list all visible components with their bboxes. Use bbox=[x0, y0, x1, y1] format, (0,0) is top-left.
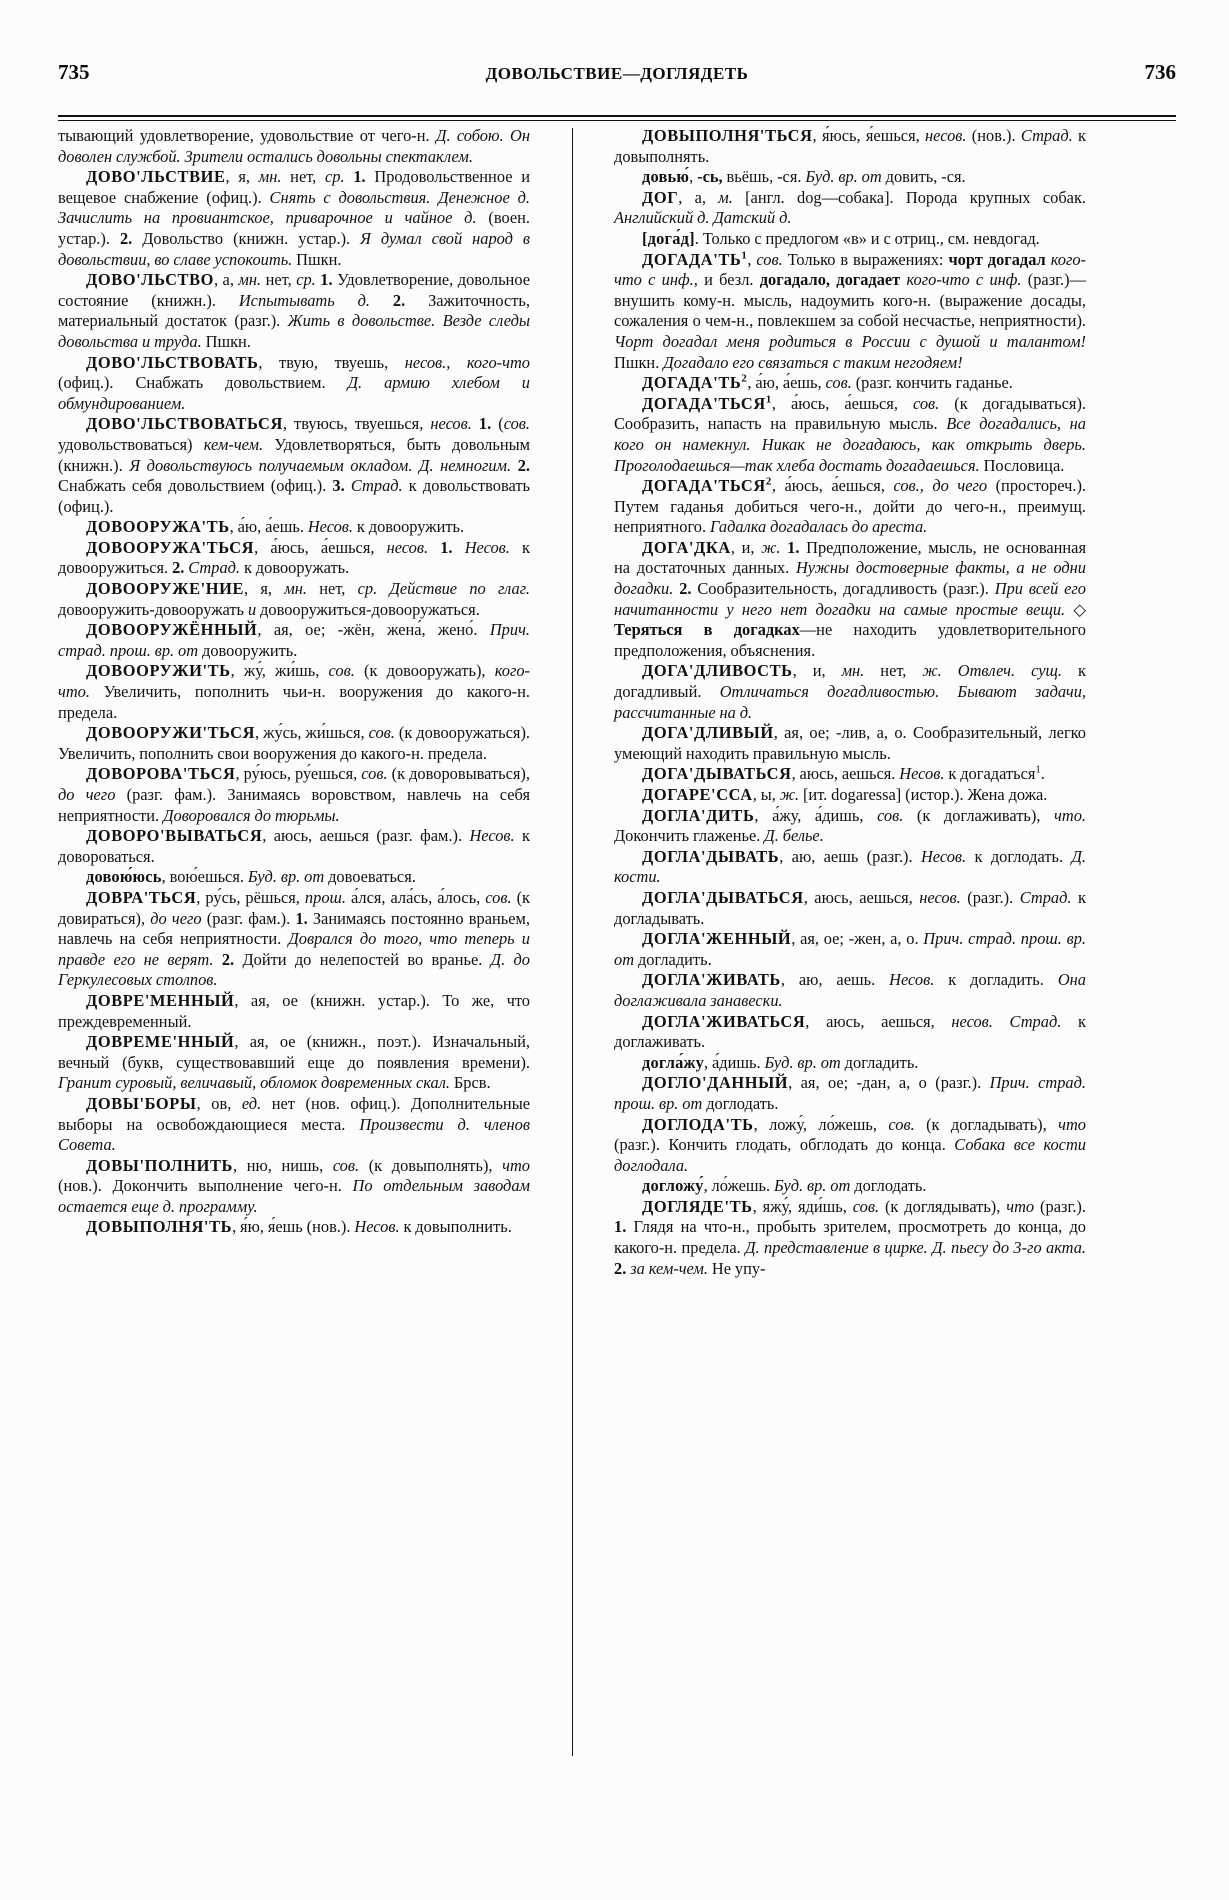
dictionary-entry bbox=[614, 1073, 1086, 1114]
dictionary-entry bbox=[58, 867, 530, 888]
entry-headword: ДОГАДА'ТЬСЯ$^1$ bbox=[642, 393, 772, 413]
entry-definition: , аюсь, аешься. Несов. к догадаться$^1$. bbox=[791, 763, 1045, 784]
entry-definition: , жу́сь, жи́шься, сов. (к довооружаться). Увеличить, пополнить свои вооружения до какого-н. предела. bbox=[58, 723, 530, 763]
entry-headword: ДОВООРУЖЁННЫЙ bbox=[86, 620, 258, 640]
entry-definition: , ложу́, ло́жешь, сов. (к догладывать), что (разг.). Кончить глодать, обглодать до конца. Собака все кости доглодала. bbox=[614, 1114, 1086, 1175]
dictionary-entry bbox=[58, 517, 530, 538]
entry-headword: ДОГА'ДЫВАТЬСЯ bbox=[642, 764, 792, 784]
right-column bbox=[614, 126, 1086, 1826]
entry-definition: , и, ж. 1. Предположение, мысль, не основанная на достаточных данных. Нужны достоверные факты, а не одни догадки. 2. Сообразительность, догадливость (разг.). При всей его начитанности у него нет догадки на самые простые вещи. ◇ Теряться в догадках—не находить удовлетворительного предположения, объяснения. bbox=[614, 537, 1086, 660]
entry-definition: , жу́, жи́шь, сов. (к довооружать), кого-что. Увеличить, пополнить чьи-н. вооружения до какого-н. предела. bbox=[58, 661, 530, 722]
dictionary-entry bbox=[58, 167, 530, 270]
dictionary-entry bbox=[614, 394, 1086, 476]
entry-definition: , -сь, вьёшь, -ся. Буд. вр. от довить, -ся. bbox=[689, 167, 966, 187]
dictionary-entry bbox=[614, 723, 1086, 764]
entry-headword: ДОВРЕ'МЕННЫЙ bbox=[86, 990, 235, 1010]
entry-headword: ДОГА'ДЛИВОСТЬ bbox=[642, 661, 793, 681]
entry-definition: , а, мн. нет, ср. 1. Удовлетворение, довольное состояние (книжн.). Испытывать д. 2. Зажиточность, материальный достаток (разг.). Жить в довольстве. Везде следы довольства и труда. Пшкн. bbox=[58, 270, 530, 351]
entry-headword: ДОВОРО'ВЫВАТЬСЯ bbox=[86, 826, 263, 846]
entry-definition: , ая, ое; -дан, а, о (разг.). Прич. страд. прош. вр. от доглодать. bbox=[614, 1073, 1086, 1113]
header-rule bbox=[58, 115, 1176, 121]
entry-definition: , а́юсь, а́ешься, несов. 1. Несов. к довооружиться. 2. Страд. к довооружать. bbox=[58, 537, 530, 578]
entry-headword: ДОВЫПОЛНЯ'ТЬСЯ bbox=[642, 126, 813, 145]
dictionary-entry bbox=[58, 538, 530, 579]
dictionary-entry bbox=[58, 1156, 530, 1218]
entry-definition: , аю, аешь. Несов. к догладить. Она доглаживала занавески. bbox=[614, 970, 1086, 1010]
entry-definition: , я́ю, я́ешь (нов.). Несов. к довыполнить. bbox=[232, 1217, 512, 1237]
entry-headword: ДОВО'ЛЬСТВОВАТЬ bbox=[86, 352, 259, 372]
entry-headword: ДОВООРУЖИ'ТЬ bbox=[86, 661, 231, 681]
dictionary-entry bbox=[58, 723, 530, 764]
dictionary-entry bbox=[58, 991, 530, 1032]
entry-definition: , ая, ое (книжн., поэт.). Изначальный, вечный (букв, существовавший еще до появления времени). Гранит суровый, величавый, обломок довременных скал. Брсв. bbox=[58, 1032, 530, 1093]
entry-definition: , аюсь, аешься, несов. Страд. к доглаживать. bbox=[614, 1011, 1086, 1052]
entry-headword: довою́юсь bbox=[86, 867, 162, 887]
entry-definition: , ы, ж. [ит. dogaressa] (истор.). Жена дожа. bbox=[752, 785, 1048, 804]
entry-headword: ДОГА'ДЛИВЫЙ bbox=[642, 723, 774, 743]
entry-definition: , твую, твуешь, несов., кого-что (офиц.). Снабжать довольствием. Д. армию хлебом и обмундированием. bbox=[58, 352, 530, 413]
dictionary-entry bbox=[614, 929, 1086, 970]
entry-headword: догложу́ bbox=[642, 1176, 704, 1196]
entry-headword: ДОВЫ'БОРЫ bbox=[86, 1093, 197, 1113]
entry-definition: , а́ю, а́ешь. Несов. к довооружить. bbox=[229, 517, 465, 537]
entry-headword: ДОГЛОДА'ТЬ bbox=[642, 1114, 754, 1134]
entry-headword: ДОВООРУЖА'ТЬСЯ bbox=[86, 537, 255, 557]
dictionary-entry bbox=[614, 229, 1086, 250]
entry-definition: , а́жу, а́дишь, сов. (к доглаживать), что. Докончить глаженье. Д. белье. bbox=[614, 805, 1086, 846]
dictionary-entry bbox=[58, 1217, 530, 1238]
entry-definition: , ру́сь, рёшься, прош. а́лся, ала́сь, а́лось, сов. (к довираться), до чего (разг. фам.). 1. Занимаясь постоянно враньем, навлечь на себя неприятности. Доврался до того, что теперь и правде его не верят. 2. Дойти до нелепостей во вранье. Д. до Геркулесовых столпов. bbox=[58, 887, 531, 990]
entry-headword: ДОВРЕМЕ'ННЫЙ bbox=[86, 1032, 235, 1052]
entry-headword: [дога́д] bbox=[642, 228, 695, 248]
dictionary-entry bbox=[58, 888, 530, 991]
folio-right: 736 bbox=[1144, 60, 1176, 84]
entry-definition: , ру́юсь, ру́ешься, сов. (к доворовываться), до чего (разг. фам.). Занимаясь воровством, навлечь на себя неприятности. Доворовался до тюрьмы. bbox=[58, 764, 530, 825]
entry-definition: , я, мн. нет, ср. 1. Продовольственное и вещевое снабжение (офиц.). Снять с довольствия. Денежное д. Зачислить на провиантское, приварочное и чайное д. (воен. устар.). 2. Довольство (книжн. устар.). Я думал свой народ в довольствии, во славе успокоить. Пшкн. bbox=[58, 167, 531, 269]
entry-headword: ДОВЫ'ПОЛНИТЬ bbox=[86, 1155, 233, 1175]
entry-definition: , сов. Только в выражениях: чорт догадал кого-что с инф., и безл. догадало, догадает кого-что с инф. (разг.)—внушить кому-н. мысль, надоумить кого-н. (выражение досады, сожаления о чем-н., повлекшем за собой несчастье, неприятности). Чорт догадал меня родиться в России с душой и талантом! Пшкн. Догадало его связаться с таким негодяем! bbox=[614, 249, 1087, 372]
entry-headword: ДОГЛА'ДИТЬ bbox=[642, 805, 755, 825]
entry-headword: ДОГАРЕ'ССА bbox=[642, 785, 753, 804]
entry-definition: , твуюсь, твуешься, несов. 1. (сов. удовольствоваться) кем-чем. Удовлетворяться, быть довольным (книжн.). Я довольствуюсь получаемым окладом. Д. немногим. 2. Снабжать себя довольствием (офиц.). 3. Страд. к довольствовать (офиц.). bbox=[58, 414, 530, 516]
entry-headword: довью́ bbox=[642, 167, 690, 187]
dictionary-entry bbox=[614, 1012, 1086, 1053]
entry-definition: , аюсь, аешься (разг. фам.). Несов. к довороваться. bbox=[58, 826, 530, 866]
entry-headword: ДОВООРУЖИ'ТЬСЯ bbox=[86, 723, 256, 743]
dictionary-entry bbox=[614, 847, 1086, 888]
dictionary-entry bbox=[614, 806, 1086, 847]
entry-headword: ДОВО'ЛЬСТВО bbox=[86, 270, 214, 290]
entry-definition: , ню, нишь, сов. (к довыполнять), что (нов.). Докончить выполнение чего-н. По отдельным заводам остается еще д. программу. bbox=[58, 1155, 531, 1216]
entry-definition: . Только с предлогом «в» и с отриц., см. невдогад. bbox=[694, 228, 1040, 248]
dictionary-entry bbox=[614, 126, 1086, 167]
dictionary-entry bbox=[58, 661, 530, 723]
folio-left: 735 bbox=[58, 60, 90, 84]
dictionary-entry bbox=[614, 1176, 1086, 1197]
entry-definition: , ая, ое; -жён, жена́, жено́. Прич. страд. прош. вр. от довооружить. bbox=[58, 620, 530, 660]
entry-headword: догла́жу bbox=[642, 1052, 704, 1072]
entry-headword: ДОГА'ДКА bbox=[642, 537, 731, 557]
dictionary-entry bbox=[614, 250, 1086, 374]
dictionary-entry bbox=[614, 373, 1086, 394]
entry-definition: , я́юсь, я́ешься, несов. (нов.). Страд. к довыполнять. bbox=[614, 126, 1086, 166]
dictionary-entry bbox=[58, 579, 530, 620]
dictionary-entry bbox=[614, 661, 1086, 723]
entry-headword: ДОГЛО'ДАННЫЙ bbox=[642, 1073, 789, 1093]
column-container bbox=[58, 126, 1176, 1826]
entry-definition: , ов, ед. нет (нов. офиц.). Дополнительные выборы на освобождающиеся места. Произвести д. членов Совета. bbox=[58, 1093, 530, 1155]
entry-definition: , ая, ое (книжн. устар.). То же, что преждевременный. bbox=[58, 990, 530, 1031]
dictionary-entry bbox=[58, 414, 530, 517]
entry-headword: ДОГЛА'ДЫВАТЬ bbox=[642, 846, 780, 866]
dictionary-entry bbox=[614, 476, 1086, 538]
entry-headword: ДОГЛЯДЕ'ТЬ bbox=[642, 1196, 753, 1216]
entry-definition: , а́ю, а́ешь, сов. (разг. кончить гаданье. bbox=[747, 373, 1013, 393]
entry-definition: , аю, аешь (разг.). Несов. к доглодать. Д. кости. bbox=[614, 846, 1086, 887]
entry-headword: ДОВО'ЛЬСТВОВАТЬСЯ bbox=[86, 414, 283, 434]
dictionary-entry bbox=[614, 785, 1086, 806]
entry-headword: $ДОГАДА'ТЬ^1$ bbox=[642, 249, 748, 269]
column-divider bbox=[572, 128, 573, 1756]
entry-definition: , а́юсь, а́ешься, сов. (к догадываться). Сообразить, напасть на правильную мысль. Все догадались, на кого он намекнул. Никак не догадаюсь, как открыть дверь. Проголодаешься—так хлеба достать догадаешься. Пословица. bbox=[614, 393, 1087, 475]
entry-headword: ДОГ bbox=[642, 187, 679, 207]
entry-definition: , а́юсь, а́ешься, сов., до чего (простореч.). Путем гаданья добиться чего-н., дойти до чего-н., преимущ. неприятного. Гадалка догадалась до ареста. bbox=[614, 476, 1086, 537]
dictionary-entry bbox=[58, 826, 530, 867]
dictionary-entry bbox=[614, 188, 1086, 229]
entry-definition: , я, мн. нет, ср. Действие по глаг. довооружить-довооружать и довооружиться-довооружаться. bbox=[58, 579, 530, 619]
entry-definition: , яжу́, яди́шь, сов. (к доглядывать), что (разг.). 1. Глядя на что-н., пробыть зрителем, просмотреть до конца, до какого-н. предела. Д. представление в цирке. Д. пьесу до 3-го акта. 2. за кем-чем. Не упу- bbox=[614, 1196, 1086, 1278]
dictionary-entry bbox=[614, 764, 1086, 785]
entry-definition: , ло́жешь. Буд. вр. от доглодать. bbox=[703, 1176, 927, 1196]
entry-headword: $ДОГАДА'ТЬ^2$ bbox=[642, 372, 748, 393]
entry-headword: ДОГЛА'ДЫВАТЬСЯ bbox=[642, 887, 804, 907]
entry-headword: ДОВЫПОЛНЯ'ТЬ bbox=[86, 1217, 233, 1237]
dictionary-entry bbox=[58, 353, 530, 415]
dictionary-entry bbox=[614, 888, 1086, 929]
dictionary-entry bbox=[614, 1197, 1086, 1279]
entry-headword: ДОГЛА'ЖИВАТЬСЯ bbox=[642, 1011, 806, 1031]
entry-definition: , вою́ешься. Буд. вр. от довоеваться. bbox=[161, 867, 416, 887]
entry-definition: , и, мн. нет, ж. Отвлеч. сущ. к догадливый. Отличаться догадливостью. Бывают задачи, рассчитанные на д. bbox=[614, 661, 1086, 722]
entry-headword: ДОВРА'ТЬСЯ bbox=[86, 887, 197, 907]
dictionary-entry bbox=[58, 764, 530, 826]
dictionary-entry bbox=[614, 1115, 1086, 1177]
running-head-title: ДОВОЛЬСТВИЕ—ДОГЛЯДЕТЬ bbox=[485, 64, 749, 83]
dictionary-entry bbox=[58, 620, 530, 661]
dictionary-entry bbox=[614, 970, 1086, 1011]
entry-headword: ДОВООРУЖЕ'НИЕ bbox=[86, 579, 245, 599]
running-header bbox=[58, 60, 1176, 94]
entry-headword: ДОГАДА'ТЬСЯ$^2$ bbox=[642, 475, 772, 496]
entry-definition: , а́дишь. Буд. вр. от догладить. bbox=[703, 1052, 919, 1072]
entry-definition: , аюсь, аешься, несов. (разг.). Страд. к догладывать. bbox=[614, 887, 1086, 928]
entry-definition: , а, м. [англ. dog—собака]. Порода крупных собак. Английский д. Датский д. bbox=[614, 187, 1087, 228]
dictionary-entry bbox=[614, 538, 1086, 662]
carryover-text: тывающий удовлетворение, удовольствие от чего-н. Д. собою. Он доволен службой. Зрители остались довольны спектаклем. bbox=[58, 126, 530, 166]
left-column bbox=[58, 126, 530, 1826]
dictionary-entry bbox=[58, 1094, 530, 1156]
dictionary-entry bbox=[614, 167, 1086, 188]
entry-definition: , ая, ое; -жен, а, о. Прич. страд. прош. вр. от догладить. bbox=[614, 929, 1087, 969]
dictionary-entry bbox=[614, 1053, 1086, 1074]
entry-definition: , ая, ое; -лив, а, о. Сообразительный, легко умеющий находить правильную мысль. bbox=[614, 723, 1086, 763]
dictionary-entry bbox=[58, 1032, 530, 1094]
entry-headword: ДОГЛА'ЖЕННЫЙ bbox=[642, 929, 792, 949]
entry-headword: ДОВО'ЛЬСТВИЕ bbox=[86, 167, 226, 187]
dictionary-entry bbox=[58, 270, 530, 352]
entry-headword: ДОВОРОВА'ТЬСЯ bbox=[86, 764, 236, 784]
entry-headword: ДОВООРУЖА'ТЬ bbox=[86, 517, 230, 537]
entry-headword: ДОГЛА'ЖИВАТЬ bbox=[642, 970, 781, 990]
